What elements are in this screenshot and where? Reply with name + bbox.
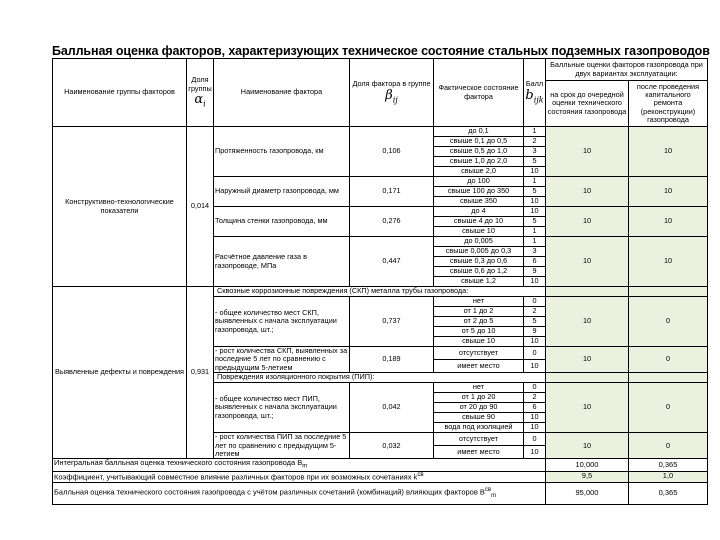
- combined-score-row-variant-2: 0,365: [629, 482, 708, 504]
- variant-2-empty: [629, 287, 708, 297]
- header-factor-name: Наименование фактора: [214, 59, 350, 127]
- score-value: 2: [524, 393, 546, 403]
- group-name: Конструктивно-технологические показатели: [53, 127, 187, 287]
- integral-score-row: [53, 459, 708, 471]
- actual-state: имеет место: [434, 360, 524, 373]
- actual-state: свыше 90: [434, 413, 524, 423]
- header-variants-title: Балльные оценки факторов газопровода при двух вариантах эксплуатации:: [546, 59, 708, 81]
- actual-state: свыше 100 до 350: [434, 187, 524, 197]
- score-value: 1: [524, 127, 546, 137]
- actual-state: до 100: [434, 177, 524, 187]
- variant-1-empty: [546, 373, 629, 383]
- actual-state: отсутствует: [434, 347, 524, 360]
- score-value: 10: [524, 277, 546, 287]
- factor-share: 0,171: [350, 177, 434, 207]
- group-name: Выявленные дефекты и повреждения: [53, 287, 187, 459]
- group-share: 0,931: [187, 287, 214, 459]
- score-value: 10: [524, 167, 546, 177]
- table-row: [53, 127, 708, 137]
- coefficient-row-label: Коэффициент, учитывающий совместное влияние различных факторов при их возможных сочетаниях $k^{св}$: [53, 471, 546, 482]
- variant-2-value: 10: [629, 207, 708, 237]
- factor-name: - рост количества СКП, выявленных за последние 5 лет по сравнению с предыдущим 5-летием: [214, 347, 350, 373]
- header-score-label: Балл: [525, 79, 544, 89]
- factor-name: - общее количество мест СКП, выявленных с начала эксплуатации газопровода, шт.;: [214, 297, 350, 347]
- variant-2-value: 10: [629, 237, 708, 287]
- score-value: 1: [524, 227, 546, 237]
- b-symbol: $b_{ijk}$: [525, 87, 544, 105]
- actual-state: свыше 0,5 до 1,0: [434, 147, 524, 157]
- factor-share: 0,276: [350, 207, 434, 237]
- variant-1-value: 10: [546, 127, 629, 177]
- integral-score-row-label: Интегральная балльная оценка технического состояния газопровода $B_m$: [53, 459, 546, 471]
- score-value: 10: [524, 207, 546, 217]
- score-value: 2: [524, 137, 546, 147]
- header-factor-share-label: Доля фактора в группе: [352, 79, 431, 89]
- actual-state: до 4: [434, 207, 524, 217]
- actual-state: от 20 до 90: [434, 403, 524, 413]
- header-group-name: Наименование группы факторов: [53, 59, 187, 127]
- header-group-share-label: Доля группы: [188, 75, 212, 93]
- beta-symbol: $\beta_{ij}$: [385, 87, 398, 105]
- actual-state: свыше 0,6 до 1,2: [434, 267, 524, 277]
- header-factor-share: [350, 59, 434, 127]
- page-title: Балльная оценка факторов, характеризующих техническое состояние стальных подземных газопроводов: [52, 44, 710, 58]
- score-value: 10: [524, 360, 546, 373]
- actual-state: от 2 до 5: [434, 317, 524, 327]
- factor-share: 0,032: [350, 433, 434, 459]
- variant-2-value: 0: [629, 347, 708, 373]
- actual-state: свыше 0,005 до 0,3: [434, 247, 524, 257]
- score-value: 2: [524, 307, 546, 317]
- actual-state: от 1 до 20: [434, 393, 524, 403]
- coefficient-row-variant-2: 1,0: [629, 471, 708, 482]
- actual-state: имеет место: [434, 446, 524, 459]
- score-value: 10: [524, 413, 546, 423]
- variant-2-value: 10: [629, 177, 708, 207]
- score-value: 3: [524, 147, 546, 157]
- actual-state: свыше 10: [434, 337, 524, 347]
- coefficient-row: [53, 471, 708, 482]
- integral-score-row-variant-1: 10,000: [546, 459, 629, 471]
- variant-1-value: 10: [546, 297, 629, 347]
- score-value: 1: [524, 177, 546, 187]
- variant-1-value: 10: [546, 207, 629, 237]
- factor-share: 0,189: [350, 347, 434, 373]
- combined-score-row: [53, 482, 708, 504]
- score-value: 6: [524, 403, 546, 413]
- actual-state: свыше 350: [434, 197, 524, 207]
- header-variant-1: на срок до очередной оценки технического состояния газопровода: [546, 81, 629, 127]
- factor-name: Расчётное давление газа в газопроводе, МПа: [214, 237, 350, 287]
- score-value: 9: [524, 327, 546, 337]
- factor-share: 0,447: [350, 237, 434, 287]
- actual-state: свыше 2,0: [434, 167, 524, 177]
- score-value: 3: [524, 247, 546, 257]
- factor-name: - рост количества ПИП за последние 5 лет по сравнению с предыдущим 5-летием: [214, 433, 350, 459]
- group-share: 0,014: [187, 127, 214, 287]
- actual-state: свыше 1,2: [434, 277, 524, 287]
- integral-score-row-variant-2: 0,365: [629, 459, 708, 471]
- combined-score-row-variant-1: 95,000: [546, 482, 629, 504]
- variant-2-value: 0: [629, 383, 708, 433]
- actual-state: нет: [434, 383, 524, 393]
- variant-1-value: 10: [546, 383, 629, 433]
- score-value: 10: [524, 337, 546, 347]
- actual-state: от 5 до 10: [434, 327, 524, 337]
- factor-share: 0,737: [350, 297, 434, 347]
- variant-2-value: 0: [629, 433, 708, 459]
- combined-score-row-label: Балльная оценка технического состояния газопровода с учётом различных сочетаний (комбинаций) влияющих факторов $B^{св}_m$: [53, 482, 546, 504]
- actual-state: от 1 до 2: [434, 307, 524, 317]
- actual-state: свыше 4 до 10: [434, 217, 524, 227]
- factor-share: 0,106: [350, 127, 434, 177]
- factor-name: Толщина стенки газопровода, мм: [214, 207, 350, 237]
- score-value: 5: [524, 157, 546, 167]
- actual-state: вода под изоляцией: [434, 423, 524, 433]
- header-actual-state: Фактическое состояние фактора: [434, 59, 524, 127]
- factor-share: 0,042: [350, 383, 434, 433]
- score-value: 0: [524, 433, 546, 446]
- actual-state: нет: [434, 297, 524, 307]
- header-score: [524, 59, 546, 127]
- score-value: 6: [524, 257, 546, 267]
- actual-state: свыше 10: [434, 227, 524, 237]
- header-group-share: [187, 59, 214, 127]
- variant-2-value: 10: [629, 127, 708, 177]
- factor-name: - общее количество мест ПИП, выявленных с начала эксплуатации газопровода, шт.;: [214, 383, 350, 433]
- actual-state: до 0,005: [434, 237, 524, 247]
- variant-1-value: 10: [546, 237, 629, 287]
- factor-name: Протяженность газопровода, км: [214, 127, 350, 177]
- subgroup-row: [53, 287, 708, 297]
- score-value: 9: [524, 267, 546, 277]
- score-value: 5: [524, 217, 546, 227]
- variant-1-empty: [546, 287, 629, 297]
- score-value: 1: [524, 237, 546, 247]
- assessment-table: [52, 58, 708, 505]
- variant-1-value: 10: [546, 433, 629, 459]
- score-value: 0: [524, 383, 546, 393]
- actual-state: до 0,1: [434, 127, 524, 137]
- score-value: 5: [524, 317, 546, 327]
- alpha-symbol: $\alpha_i$: [194, 92, 206, 109]
- factor-name: Наружный диаметр газопровода, мм: [214, 177, 350, 207]
- coefficient-row-variant-1: 9,5: [546, 471, 629, 482]
- score-value: 5: [524, 187, 546, 197]
- header-variant-2: после проведения капитального ремонта (реконструкции) газопровода: [629, 81, 708, 127]
- score-value: 10: [524, 446, 546, 459]
- variant-2-empty: [629, 373, 708, 383]
- actual-state: отсутствует: [434, 433, 524, 446]
- variant-1-value: 10: [546, 177, 629, 207]
- variant-1-value: 10: [546, 347, 629, 373]
- subgroup-title: Повреждения изоляционного покрытия (ПИП):: [214, 373, 546, 383]
- score-value: 10: [524, 197, 546, 207]
- score-value: 0: [524, 297, 546, 307]
- variant-2-value: 0: [629, 297, 708, 347]
- actual-state: свыше 0,3 до 0,6: [434, 257, 524, 267]
- score-value: 0: [524, 347, 546, 360]
- actual-state: свыше 1,0 до 2,0: [434, 157, 524, 167]
- subgroup-title: Сквозные коррозионные повреждения (СКП) металла трубы газопровода:: [214, 287, 546, 297]
- actual-state: свыше 0,1 до 0,5: [434, 137, 524, 147]
- score-value: 10: [524, 423, 546, 433]
